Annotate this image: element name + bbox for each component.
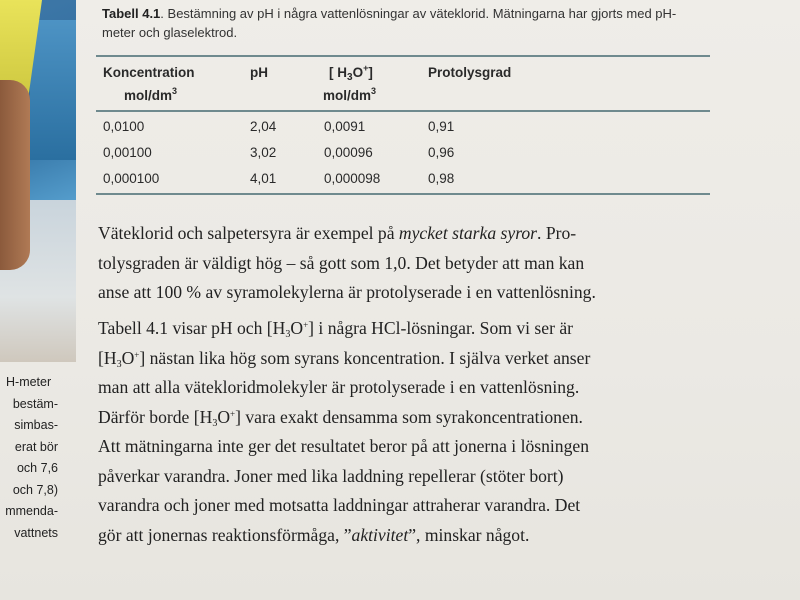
table-top-rule xyxy=(96,55,710,57)
paragraph-strong-acids xyxy=(98,219,738,308)
table-cell: 0,000100 xyxy=(103,171,160,186)
text-line: varandra och joner med motsatta laddningar attraherar varandra. Det xyxy=(98,495,581,515)
header-ph: pH xyxy=(250,65,268,80)
table-cell: 0,98 xyxy=(428,171,455,186)
table-caption: Tabell 4.1. Bestämning av pH i några vattenlösningar av väteklorid. Mätningarna har gjorts med pH-meter och glaselektrod. xyxy=(102,6,677,40)
emphasis: mycket starka syror xyxy=(398,223,538,243)
pool-water xyxy=(30,20,76,160)
table-bottom-rule xyxy=(96,193,710,195)
text-line: Därför borde $[H_3O^+]$ vara exakt densamma som syrakoncentrationen. xyxy=(98,406,583,429)
table-header-rule xyxy=(96,110,710,112)
header-h3o: [ $H_3O^+$] xyxy=(329,63,373,83)
text-line: anse att 100 % av syramolekylerna är protolyserade i en vattenlösning. xyxy=(98,282,596,302)
table-cell: 0,00100 xyxy=(103,145,152,160)
text-line: Att mätningarna inte ger det resultatet beror på att jonerna i lösningen xyxy=(98,436,589,456)
caption-line: erat bör xyxy=(14,439,58,454)
table-caption-text: Bestämning av pH i några vattenlösningar av väteklorid. Mätningarna har gjorts med pH-meter och glaselektrod. xyxy=(102,6,677,40)
text-line: gör att jonernas reaktionsförmåga, ”aktivitet”, minskar något. xyxy=(98,524,530,545)
table-cell: 0,0091 xyxy=(324,119,366,134)
text-line: $[H_3O^+]$ nästan lika hög som syrans koncentration. I själva verket anser xyxy=(98,347,591,370)
header-protolysgrad: Protolysgrad xyxy=(428,65,512,80)
text-line: Tabell 4.1 visar pH och $[H_3O^+]$ i några HCl-lösningar. Som vi ser är xyxy=(98,318,574,340)
text-line: tolysgraden är väldigt hög – så gott som 1,0. Det betyder att man kan xyxy=(98,252,585,273)
caption-line: mmenda- xyxy=(5,504,58,518)
table-cell: 3,02 xyxy=(250,145,277,160)
table-cell: 0,000098 xyxy=(324,171,381,186)
hand xyxy=(0,80,30,270)
table-cell: 4,01 xyxy=(250,171,277,186)
caption-line: simbas- xyxy=(14,418,58,432)
text-line: Väteklorid och salpetersyra är exempel på mycket starka syror. Pro- xyxy=(98,223,577,243)
table-cell: 2,04 xyxy=(250,119,277,134)
caption-line: och 7,6 xyxy=(16,461,58,475)
table-label: Tabell 4.1 xyxy=(102,6,161,21)
caption-line: bestäm- xyxy=(12,396,58,411)
header-h3o-unit: mol/$dm^3$ xyxy=(323,86,377,103)
header-concentration: Koncentration xyxy=(103,65,195,80)
paragraph-table-discussion xyxy=(98,314,738,550)
caption-line: H-meter xyxy=(6,375,52,389)
table-cell: 0,96 xyxy=(428,145,455,160)
caption-line: vattnets xyxy=(14,525,58,540)
photo-ph-meter-pool xyxy=(0,0,76,362)
photo-caption xyxy=(0,372,72,544)
table-cell: 0,0100 xyxy=(103,119,145,134)
table-cell: 0,91 xyxy=(428,119,455,134)
emphasis: aktivitet xyxy=(351,524,409,545)
table-cell: 0,00096 xyxy=(324,145,373,160)
header-concentration-unit: mol/$dm^3$ xyxy=(124,86,178,103)
text-line: man att alla vätekloridmolekyler är protolyserade i en vattenlösning. xyxy=(98,377,580,397)
text-line: påverkar varandra. Joner med lika laddning repellerar (stöter bort) xyxy=(98,465,564,486)
caption-line: och 7,8) xyxy=(12,482,58,497)
